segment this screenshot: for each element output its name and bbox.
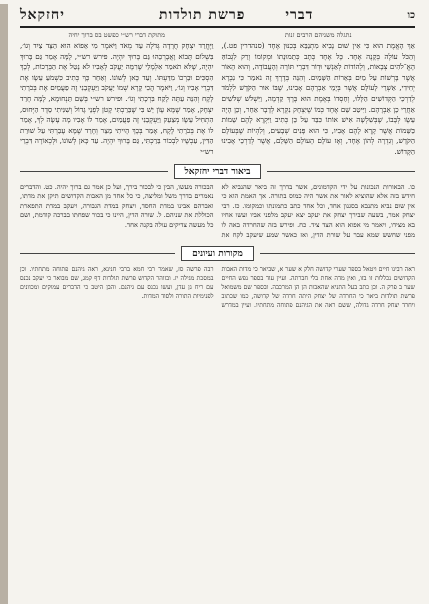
- divider: [20, 171, 168, 172]
- sources-banner: [20, 246, 415, 261]
- divider: [260, 253, 415, 254]
- commentary-text: כו. הבאורות הנכונות על ידי הקדמונים, אשר בדרך זה ביאר שהנביא לא חידש בזה אלא שהוציא לאור את אשר היה כמוס בתורה. אך האמת הוא כי אין שום נביא מתנבא בסגנון אחד, וכל אחד כתב כתמונתו וכמקומו. כז. רבי יצחק אמר, בשעה שבירך יצחק את יעקב יצא יעקב מלפני אביו ועשו אחיו בא מצידו, ויאמר מי אפוא הוא הצד ציד. כח. ופירש בזה שהחרדה באה לו מפני שחשש שמא עבר על שורת הדין, ואז כאשר שמע שיעקב לקח את הבכורה מעשו, הבין כי לבכור בירך, ועל כן אמר גם ברוך יהיה. כט. והדברים נאמרים בדרך משל ומליצה, כי כל אחד מן האבות הקדושים תיקן את מדתו, ואברהם אבינו במדת החסד, ויצחק במדת הגבורה, ויעקב במדת התפארת הכוללת את שניהם. ל. שורה הדין, היינו כי בכור שפחתו בברכה קודמת, ושם כל מעשה צדיקים עולה בקנה אחד.: [20, 182, 415, 239]
- main-columns: [20, 31, 415, 158]
- header-titles: [159, 7, 313, 24]
- page-header: [20, 4, 415, 28]
- left-column-text: וַיֶּחֱרַד יִצְחָק חֲרָדָה גְּדֹלָה עַד מְאֹד וַיֹּאמֶר מִי אֵפוֹא הוּא הַצָּד צַיִד וְגוֹ׳, בִּשְׁלוֹם תָּבוֹא וָאֲבָרְכֵהוּ גַּם בָּרוּךְ יִהְיֶה. פירש רש״י, לָמָּה אָמַר גַּם בָּרוּךְ יִהְיֶה, שֶׁלֹּא תֹאמַר אִלְמָלֵי שֶׁרִמָּה יַעֲקֹב לְאָבִיו לֹא נָטַל אֶת הַבְּרָכוֹת, לְכָךְ הִסְכִּים וּבֵרְכוֹ מִדַּעְתּוֹ. וְעַד כָּאן לְשׁוֹנוֹ. וְאַחַר כָּךְ כְּתִיב כִּשְׁמֹעַ עֵשָׂו אֶת דִּבְרֵי אָבִיו וְגוֹ׳, וַיֹּאמֶר הֲכִי קָרָא שְׁמוֹ יַעֲקֹב וַיַּעְקְבֵנִי זֶה פַעֲמַיִם אֶת בְּכֹרָתִי לָקָח וְהִנֵּה עַתָּה לָקַח בִּרְכָתִי וְגוֹ׳. וּפירש רש״י בְּשֵׁם תַּנְחוּמָא, לָמָּה חָרַד יִצְחָק, אָמַר שֶׁמָּא עָוֹן יֵשׁ בִּי שֶׁבֵּרַכְתִּי קָטֹן לִפְנֵי גָדוֹל וְשִׁנִּיתִי סֵדֶר הַיְּחוּס, הִתְחִיל עֵשָׂו מְצַעֵק וַיַּעְקְבֵנִי זֶה פַעֲמַיִם, אָמַר לוֹ אָבִיו מָה עָשָׂה לְךָ, אָמַר לוֹ אֶת בְּכֹרָתִי לָקָח, אָמַר בְּכָךְ הָיִיתִי מֵצֵר וְחָרֵד שֶׁמָּא עָבַרְתִּי עַל שׁוּרַת הַדִּין, עַכְשָׁיו לִבְכוֹר בֵּרַכְתִּי, גַּם בָּרוּךְ יִהְיֶה. עַד כָּאן לְשׁוֹנוֹ, וּלְכְאוֹרָה דִּבְרֵי רש״י: [20, 41, 214, 156]
- right-column: [222, 31, 416, 158]
- divider: [267, 171, 415, 172]
- page-edge: [0, 4, 8, 604]
- header-center-title: פרשת תולדות: [159, 6, 246, 23]
- commentary-title: ביאור דברי יחזקאל: [174, 164, 262, 179]
- right-column-head: נתגלה משניהם הרבים זנות: [284, 31, 352, 39]
- divider: [20, 253, 175, 254]
- footnotes-text: ראה רבינו חיים ויטאל בספר שערי קדושה חלק א שער א, שביאר כי מדות האבות הקדושים נכללות זו בזו, ואין מדה אחת בלי חברתה. ועיין עוד בספר נפש החיים שער ב פרק ה. וכן כתב בעל התניא שהאבות הן הן המרכבה. ובספר שם משמואל פרשת תולדות ביאר כי החרדה של יצחק היתה חרדה של קדושה, כמו שכתוב ויחרד יצחק חרדה גדולה, ששם ראה את הגיהנם פתוחה מתחתיו. ועיין במדרש רבה פרשה סז, שאמר רבי חמא ברבי חנינא, ראה גיהנם פתוחה מתחתיו. וכן במסכת מגילה יז. ובזוהר הקדוש פרשת תולדות דף קמג, שם מבואר כי יעקב נכנס עם ריח גן עדן, ועשו נכנס עם גיהנם. והבן היטב כי הדברים עמוקים ומכוונים לפנימיות התורה ולסוד המדות.: [20, 266, 415, 310]
- right-column-text: אַךְ הָאֱמֶת הוּא כִּי אִין שׁוּם נָבִיא מִתְנַבֵּא בְּכִנּוּן אֶחָד (סנהדרין פט.), וְהַכֹּל עוֹלֶה בְּקָנֶה אֶחָד. כָּל אֶחָד כְּתָב כְּתַמוּנָתוֹ וּמְקוֹמוֹ וְרַק לִגְבוֹהַּ הָאֱ־לֹהִים צְבָאוֹת, וְלְהוֹדוֹת לְאַנְשֵׁי וּדְוֹר דִּבְרֵי תּוֹרָה וְהָעֲבוֹדָה, וְהוּא הָאוֹר אֲשֶׁר בָּרְשׁוֹת עַל מַיִם בְּאֵרוֹת הַשָּׁמַיִם. וְהִנֵּה בְּדֶרֶךְ זֶה נֹאמַר כִּי נִבְרָא יְחִידִי, אַשְׁרֵי לָעוֹלָם אֲשֶׁר בְּיָמֵי אַבְרָהָם אָבִינוּ, שֶׁבּוֹ אוּר הַקֹּדֶשׁ לִלְמֹד לְדַרְכֵי הַקְּדוֹשִׁים הַלָּלוּ, וְחַסְדוֹ בְּאֶמֶת הוּא בֶּרֶךְ קַדְמָה, וַיִּשְׁלֹשׁ שְׁלֹשִׁים אַחֲרֵי כֵן אַבְרָהָם. וַיִּיטַב שֵׁם אֶחָד כְּמוֹ שֶׁיִּצְחָק נִקְרָא לְדָבָר אַחֵר, וְכֵן הָיָה עֵשָׂו לְבָּבוֹ, שֶׁבְּשִׁלְשָׁה אִישׁ אוֹתוֹ כִּבֵּד עַל כֵּן כְּתִיב וַיִּקְרָא לָהֶם שֵׁמוֹת כַּשֵּׁמוֹת אֲשֶׁר קָרָא לָהֶם אָבִיו, כִּי הוּא פָּנִים שְׁבָעִים, וְלִהְיוֹת שֶׁבְּעוֹלָם הַקֹּדֶשׁ, וְגִדְרָה לְהוֹן אֶחָד, וְאָז עוֹלָם הָעוֹלָם הַשָּׁלֵם, אֲשֶׁר לְדַרְכֵי אָבִינוּ הַקָּדוֹשׁ.: [221, 41, 415, 156]
- header-right-word: דברי: [285, 6, 314, 23]
- page-number: כו: [407, 9, 415, 21]
- commentary-banner: [20, 164, 415, 179]
- left-column: [20, 31, 214, 158]
- header-left-title: יחזקאל: [20, 6, 65, 23]
- sources-title: מקורות ועיונים: [181, 246, 254, 261]
- left-column-head: מתוקת דברי רש״י כפשט בס ברוך יחיה: [68, 31, 166, 39]
- book-page: [0, 4, 429, 604]
